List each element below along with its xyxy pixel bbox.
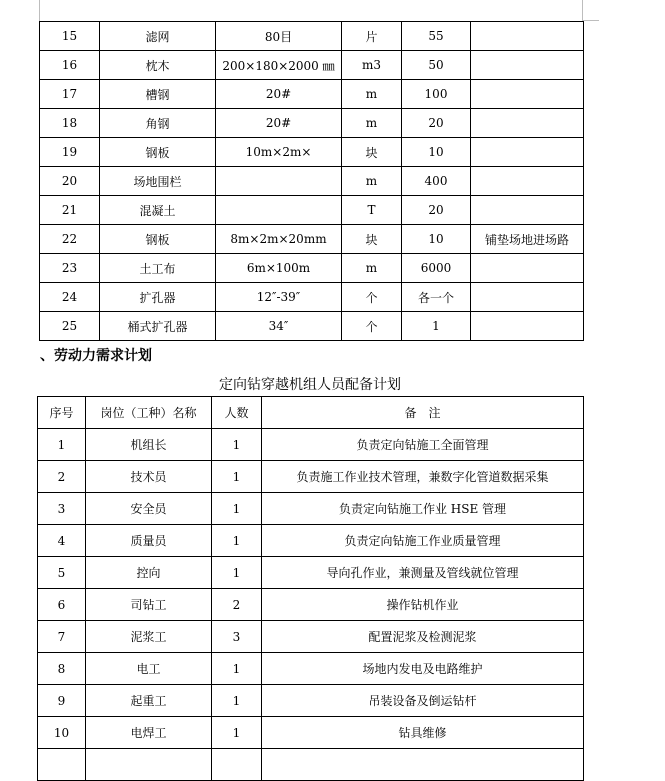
cell-unit: 个 <box>342 312 402 341</box>
cell-no: 4 <box>38 525 86 557</box>
cell-no: 18 <box>40 109 100 138</box>
cell-name: 桶式扩孔器 <box>100 312 216 341</box>
cell-count: 1 <box>212 653 262 685</box>
cell-unit: 个 <box>342 283 402 312</box>
cell-remark: 负责定向钻施工作业 HSE 管理 <box>262 493 584 525</box>
cell-qty: 400 <box>402 167 471 196</box>
cell-unit: 片 <box>342 22 402 51</box>
cell-spec: 10m×2m× <box>216 138 342 167</box>
cell-qty: 10 <box>402 225 471 254</box>
cell-no: 2 <box>38 461 86 493</box>
cell-qty: 各一个 <box>402 283 471 312</box>
header-post: 岗位（工种）名称 <box>86 397 212 429</box>
cell-remark <box>471 254 584 283</box>
cell-count <box>212 749 262 781</box>
cell-no: 17 <box>40 80 100 109</box>
cell-count: 1 <box>212 717 262 749</box>
cell-spec: 12″-39″ <box>216 283 342 312</box>
cell-no: 19 <box>40 138 100 167</box>
cell-post: 泥浆工 <box>86 621 212 653</box>
cell-qty: 1 <box>402 312 471 341</box>
cell-name: 槽钢 <box>100 80 216 109</box>
cell-count: 1 <box>212 493 262 525</box>
cell-remark <box>471 312 584 341</box>
cell-spec: 34″ <box>216 312 342 341</box>
cell-unit: T <box>342 196 402 225</box>
table-row <box>38 525 584 557</box>
cell-count: 1 <box>212 525 262 557</box>
cell-remark: 负责定向钻施工全面管理 <box>262 429 584 461</box>
cell-spec: 8m×2m×20mm <box>216 225 342 254</box>
cell-spec: 20# <box>216 109 342 138</box>
cell-no: 8 <box>38 653 86 685</box>
cell-name: 枕木 <box>100 51 216 80</box>
cell-name: 扩孔器 <box>100 283 216 312</box>
cell-unit: 块 <box>342 138 402 167</box>
table-row <box>40 109 584 138</box>
cell-remark: 配置泥浆及检测泥浆 <box>262 621 584 653</box>
cell-qty: 6000 <box>402 254 471 283</box>
cell-no: 23 <box>40 254 100 283</box>
cell-remark: 吊装设备及倒运钻杆 <box>262 685 584 717</box>
cell-remark: 钻具维修 <box>262 717 584 749</box>
cell-no: 1 <box>38 429 86 461</box>
cell-count: 1 <box>212 557 262 589</box>
cell-count: 1 <box>212 461 262 493</box>
cell-remark <box>471 283 584 312</box>
cell-no: 5 <box>38 557 86 589</box>
cell-post <box>86 749 212 781</box>
cell-post: 技术员 <box>86 461 212 493</box>
cell-name: 滤网 <box>100 22 216 51</box>
cell-no: 25 <box>40 312 100 341</box>
cell-remark: 导向孔作业，兼测量及管线就位管理 <box>262 557 584 589</box>
cell-no: 24 <box>40 283 100 312</box>
cell-name: 钢板 <box>100 138 216 167</box>
cell-qty: 50 <box>402 51 471 80</box>
cell-count: 2 <box>212 589 262 621</box>
table-row <box>40 225 584 254</box>
cell-no: 7 <box>38 621 86 653</box>
cell-post: 电工 <box>86 653 212 685</box>
cell-post: 电焊工 <box>86 717 212 749</box>
cell-qty: 20 <box>402 196 471 225</box>
cell-no: 21 <box>40 196 100 225</box>
corner-mark-right <box>582 0 583 21</box>
cell-qty: 20 <box>402 109 471 138</box>
staff-table-caption: 定向钻穿越机组人员配备计划 <box>219 377 401 393</box>
cell-post: 机组长 <box>86 429 212 461</box>
cell-qty: 100 <box>402 80 471 109</box>
table-row <box>40 167 584 196</box>
cell-remark: 铺垫场地进场路 <box>471 225 584 254</box>
cell-post: 起重工 <box>86 685 212 717</box>
table-row <box>38 621 584 653</box>
cell-name: 混凝土 <box>100 196 216 225</box>
cell-unit: m3 <box>342 51 402 80</box>
cell-name: 角钢 <box>100 109 216 138</box>
table-row <box>38 589 584 621</box>
cell-count: 1 <box>212 429 262 461</box>
table-row <box>38 557 584 589</box>
cell-unit: m <box>342 80 402 109</box>
cell-remark <box>471 196 584 225</box>
table-row <box>40 283 584 312</box>
cell-remark <box>471 138 584 167</box>
cell-no: 3 <box>38 493 86 525</box>
cell-spec: 6m×100m <box>216 254 342 283</box>
cell-name: 土工布 <box>100 254 216 283</box>
cell-no: 16 <box>40 51 100 80</box>
cell-qty: 55 <box>402 22 471 51</box>
table-row <box>40 51 584 80</box>
table-row <box>40 22 584 51</box>
cell-remark: 操作钻机作业 <box>262 589 584 621</box>
table-row <box>40 138 584 167</box>
cell-spec: 200×180×2000 ㎜ <box>216 51 342 80</box>
cell-no: 6 <box>38 589 86 621</box>
cell-unit: m <box>342 167 402 196</box>
cell-no: 20 <box>40 167 100 196</box>
cell-post: 安全员 <box>86 493 212 525</box>
materials-table <box>39 21 584 341</box>
cell-no: 10 <box>38 717 86 749</box>
cell-spec: 20# <box>216 80 342 109</box>
table-row <box>40 196 584 225</box>
cell-remark <box>471 80 584 109</box>
cell-remark <box>471 109 584 138</box>
cell-spec <box>216 196 342 225</box>
cell-remark <box>471 22 584 51</box>
cell-no: 22 <box>40 225 100 254</box>
cell-post: 质量员 <box>86 525 212 557</box>
cell-unit: m <box>342 109 402 138</box>
cell-no: 15 <box>40 22 100 51</box>
header-no: 序号 <box>38 397 86 429</box>
cell-name: 钢板 <box>100 225 216 254</box>
cell-spec: 80目 <box>216 22 342 51</box>
table-row <box>38 461 584 493</box>
table-row <box>38 429 584 461</box>
cell-post: 控向 <box>86 557 212 589</box>
corner-mark-tick <box>583 20 599 21</box>
cell-spec <box>216 167 342 196</box>
cell-unit: m <box>342 254 402 283</box>
header-count: 人数 <box>212 397 262 429</box>
cell-remark: 场地内发电及电路维护 <box>262 653 584 685</box>
table-row <box>38 749 584 781</box>
staff-header-row <box>38 397 584 429</box>
cell-qty: 10 <box>402 138 471 167</box>
cell-remark <box>471 167 584 196</box>
cell-remark: 负责施工作业技术管理，兼数字化管道数据采集 <box>262 461 584 493</box>
corner-mark-left <box>39 0 40 21</box>
cell-count: 3 <box>212 621 262 653</box>
table-row <box>40 312 584 341</box>
table-row <box>38 653 584 685</box>
cell-no: 9 <box>38 685 86 717</box>
table-row <box>38 493 584 525</box>
cell-no <box>38 749 86 781</box>
header-remark: 备 注 <box>262 397 584 429</box>
table-row <box>38 717 584 749</box>
cell-remark <box>262 749 584 781</box>
cell-unit: 块 <box>342 225 402 254</box>
cell-remark <box>471 51 584 80</box>
cell-count: 1 <box>212 685 262 717</box>
table-row <box>38 685 584 717</box>
section-heading: 、劳动力需求计划 <box>40 348 152 364</box>
cell-name: 场地围栏 <box>100 167 216 196</box>
table-row <box>40 80 584 109</box>
staff-table <box>37 396 584 781</box>
cell-remark: 负责定向钻施工作业质量管理 <box>262 525 584 557</box>
table-row <box>40 254 584 283</box>
cell-post: 司钻工 <box>86 589 212 621</box>
